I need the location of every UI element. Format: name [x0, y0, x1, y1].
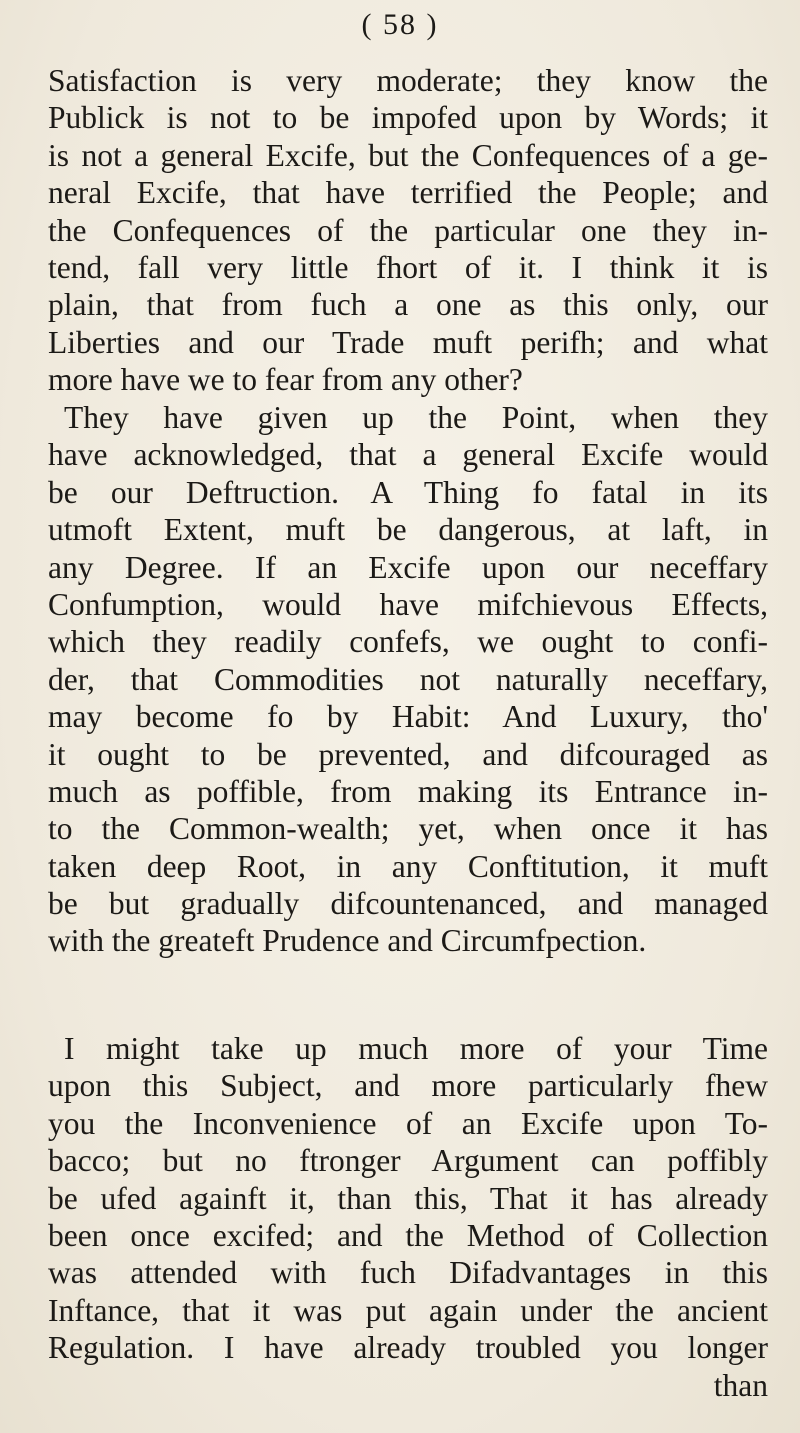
- text-line: have acknowledged, that a general Excife would: [48, 437, 768, 473]
- text-line: it ought to be prevented, and difcouraged as: [48, 736, 768, 772]
- text-line: Publick is not to be impofed upon by Words; it: [48, 100, 768, 136]
- text-line: been once excifed; and the Method of Collection: [48, 1217, 768, 1253]
- text-line: may become fo by Habit: And Luxury, tho': [48, 699, 768, 735]
- text-line: They have given up the Point, when they: [64, 400, 768, 435]
- text-line: I might take up much more of your Time: [64, 1031, 768, 1066]
- text-line: upon this Subject, and more particularly fhew: [48, 1068, 768, 1104]
- text-line: Confumption, would have mifchievous Effects,: [48, 586, 768, 622]
- text-line: Inftance, that it was put again under the ancient: [48, 1292, 768, 1328]
- text-line: Liberties and our Trade muft perifh; and what: [48, 324, 768, 360]
- text-line: any Degree. If an Excife upon our neceffary: [48, 549, 768, 585]
- text-line: the Confequences of the particular one they in-: [48, 212, 768, 248]
- text-line: be ufed againft it, than this, That it has already: [48, 1180, 768, 1216]
- text-line: utmoft Extent, muft be dangerous, at laft, in: [48, 512, 768, 548]
- text-line: be but gradually difcountenanced, and managed: [48, 886, 768, 922]
- text-line: neral Excife, that have terrified the People; and: [48, 175, 768, 211]
- text-line: Satisfaction is very moderate; they know the: [48, 63, 768, 98]
- text-line: you the Inconvenience of an Excife upon To-: [48, 1105, 768, 1141]
- text-line: be our Deftruction. A Thing fo fatal in its: [48, 474, 768, 510]
- text-line: bacco; but no ftronger Argument can poffibly: [48, 1143, 768, 1179]
- paragraph-2: [48, 399, 768, 960]
- text-line: der, that Commodities not naturally neceffary,: [48, 661, 768, 697]
- text-line: taken deep Root, in any Conftitution, it muft: [48, 848, 768, 884]
- page-number: ( 58 ): [361, 8, 439, 41]
- text-line: was attended with fuch Difadvantages in this: [48, 1255, 768, 1291]
- catchword: than: [713, 1367, 768, 1403]
- text-line: with the greateft Prudence and Circumfpection.: [48, 923, 647, 959]
- text-line: is not a general Excife, but the Confequences of a ge-: [48, 137, 768, 173]
- text-line: to the Common-wealth; yet, when once it has: [48, 811, 768, 847]
- text-line: much as poffible, from making its Entrance in-: [48, 773, 768, 809]
- paragraph-1: [48, 62, 768, 399]
- paragraph-3: [48, 1030, 768, 1404]
- text-line: plain, that from fuch a one as this only, our: [48, 287, 768, 323]
- text-line: which they readily confefs, we ought to confi-: [48, 624, 768, 660]
- text-line: Regulation. I have already troubled you longer: [48, 1330, 768, 1366]
- text-line: tend, fall very little fhort of it. I think it is: [48, 249, 768, 285]
- text-line: more have we to fear from any other?: [48, 362, 523, 398]
